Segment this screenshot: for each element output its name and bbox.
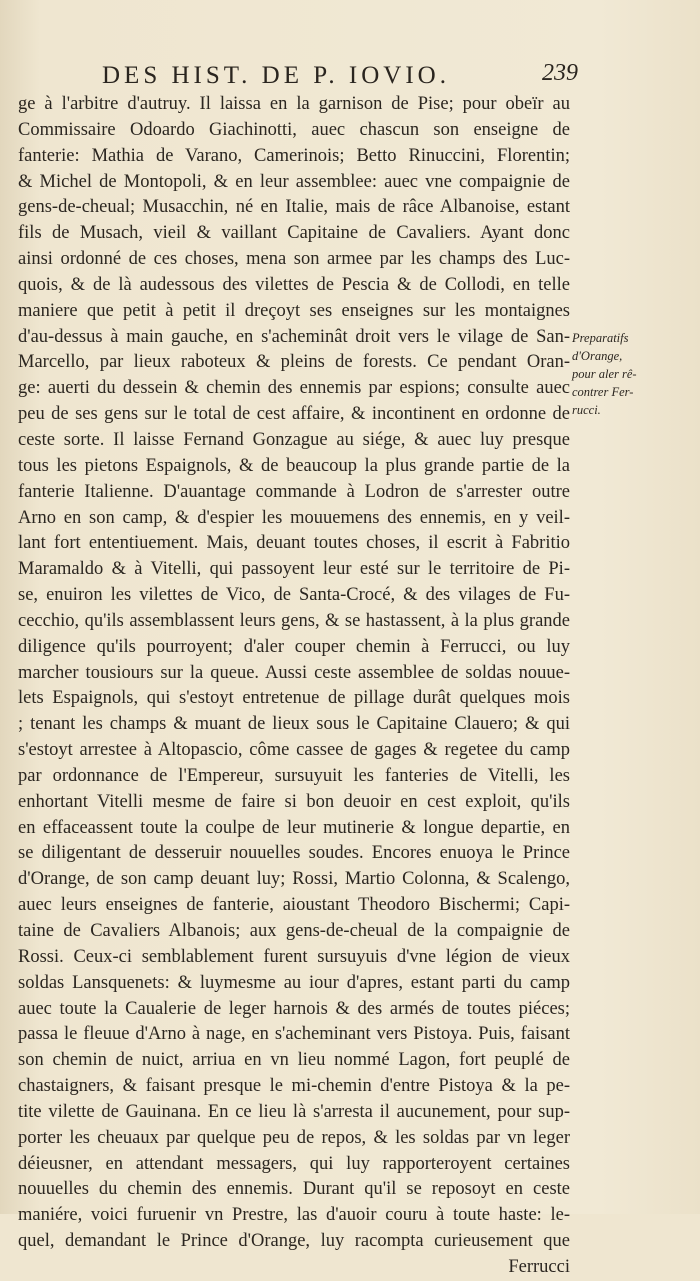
text-line: fanterie Italienne. D'auantage commande à Lodron de s'arrester outre: [18, 481, 570, 502]
text-line: quois, & de là audessous des vilettes de Pescia & de Collodi, en telle: [18, 274, 570, 295]
text-line: chastaigners, & faisant presque le mi-chemin d'entre Pistoya & la pe-: [18, 1076, 570, 1097]
text-line: Maramaldo & à Vitelli, qui passoyent leur esté sur le territoire de Pi-: [18, 559, 570, 580]
text-line: son chemin de nuict, arriua en vn lieu nommé Lagon, fort peuplé de: [18, 1050, 570, 1071]
text-line: ge: auerti du dessein & chemin des ennemis par espions; consulte auec: [18, 378, 570, 399]
margin-note-line: contrer Fer-: [572, 385, 634, 399]
text-line: passa le fleuue d'Arno à nage, en s'acheminant vers Pistoya. Puis, faisant: [18, 1024, 570, 1045]
text-line: marcher tousiours sur la queue. Aussi ceste assemblee de soldas nouue-: [18, 662, 570, 683]
text-line: ; tenant les champs & muant de lieux sous le Capitaine Clauero; & qui: [18, 714, 570, 735]
text-line: soldas Lansquenets: & luymesme au iour d'apres, estant parti du camp: [18, 972, 570, 993]
text-line: taine de Cavaliers Albanois; aux gens-de-cheual de la compaignie de: [18, 921, 570, 941]
text-line: Rossi. Ceux-ci semblablement furent sursuyuis d'vne légion de vieux: [18, 946, 570, 967]
text-line: maniere que petit à petit il dreçoyt ses enseignes sur les montaignes: [18, 300, 570, 321]
text-line: tite vilette de Gauinana. En ce lieu là s'arresta il aucunement, pour sup-: [18, 1101, 570, 1122]
text-line: peu de ses gens sur le total de cest affaire, & incontinent en ordonne de: [18, 404, 570, 425]
text-line: quel, demandant le Prince d'Orange, luy racompta curieusement que: [18, 1231, 570, 1252]
running-head: DES HIST. DE P. IOVIO.: [102, 62, 450, 89]
text-line: en effaceassent toute la coulpe de leur mutinerie & longue departie, en: [18, 817, 570, 838]
text-line: fanterie: Mathia de Varano, Camerinois; Betto Rinuccini, Florentin;: [18, 145, 570, 166]
text-line: auec leurs enseignes de fanterie, aioustant Theodoro Bischermi; Capi-: [18, 895, 570, 916]
text-line: Marcello, par lieux raboteux & pleins de forests. Ce pendant Oran-: [18, 352, 570, 373]
margin-note-line: rucci.: [572, 403, 601, 417]
margin-note-line: Preparatifs: [572, 331, 629, 345]
text-line: maniére, voici furuenir vn Prestre, las d'auoir couru à toute haste: le-: [18, 1205, 570, 1226]
text-line: par ordonnance de l'Empereur, sursuyuit les fanteries de Vitelli, les: [18, 765, 570, 786]
text-line: ainsi ordonné de ces choses, mena son armee par les champs des Luc-: [18, 249, 570, 270]
text-line: nouuelles du chemin des ennemis. Durant qu'il se reposoyt en ceste: [18, 1179, 570, 1200]
text-line: fils de Musach, vieil & vaillant Capitaine de Cavaliers. Ayant donc: [18, 223, 570, 244]
text-line: se, enuiron les vilettes de Vico, de Santa-Crocé, & des vilages de Fu-: [18, 585, 570, 606]
text-line: Arno en son camp, & d'espier les mouuemens des ennemis, en y veil-: [18, 507, 570, 528]
text-line: tous les pietons Espaignols, & de beaucoup la plus grande partie de la: [18, 455, 570, 476]
text-line: déieusner, en attendant messagers, qui luy rapporteroyent certaines: [18, 1153, 570, 1174]
text-line: auec toute la Caualerie de leger harnois & des armés de toutes piéces;: [18, 998, 570, 1019]
text-line: cecchio, qu'ils assemblassent leurs gens, & se hastassent, à la plus grande: [18, 610, 570, 631]
text-line: & Michel de Montopoli, & en leur assemblee: auec vne compaignie de: [18, 171, 570, 192]
margin-note: [572, 329, 692, 419]
margin-note-line: d'Orange,: [572, 349, 623, 363]
text-line: ge à l'arbitre d'autruy. Il laissa en la garnison de Pise; pour obeïr au: [18, 94, 570, 114]
text-line: d'au-dessus à main gauche, en s'acheminât droit vers le vilage de San-: [18, 326, 570, 347]
page-number: 239: [542, 60, 578, 86]
text-line: porter les cheuaux par quelque peu de repos, & les soldas par vn leger: [18, 1127, 570, 1148]
text-line: ceste sorte. Il laisse Fernand Gonzague au siége, & auec luy presque: [18, 429, 570, 450]
text-line: se diligentant de desseruir nouuelles soudes. Encores enuoya le Prince: [18, 843, 570, 864]
text-line: d'Orange, de son camp deuant luy; Rossi, Martio Colonna, & Scalengo,: [18, 869, 570, 890]
text-line: s'estoyt arrestee à Altopascio, côme cassee de gages & regetee du camp: [18, 740, 570, 761]
text-line: lets Espaignols, qui s'estoyt entretenue de pillage durât quelques mois: [18, 688, 570, 709]
margin-note-line: pour aler rê-: [572, 367, 637, 381]
body-text: [18, 92, 570, 1281]
text-line: Commissaire Odoardo Giachinotti, auec chascun son enseigne de: [18, 119, 570, 140]
text-line: gens-de-cheual; Musacchin, né en Italie, mais de râce Albanoise, estant: [18, 197, 570, 218]
catchword: Ferrucci: [508, 1256, 570, 1277]
text-line: lant fort ententiuement. Mais, deuant toutes choses, il escrit à Fabritio: [18, 533, 570, 554]
text-line: enhortant Vitelli mesme de faire si bon deuoir en cest exploit, qu'ils: [18, 791, 570, 812]
text-line: diligence qu'ils pourroyent; d'aler couper chemin à Ferrucci, ou luy: [18, 636, 570, 657]
